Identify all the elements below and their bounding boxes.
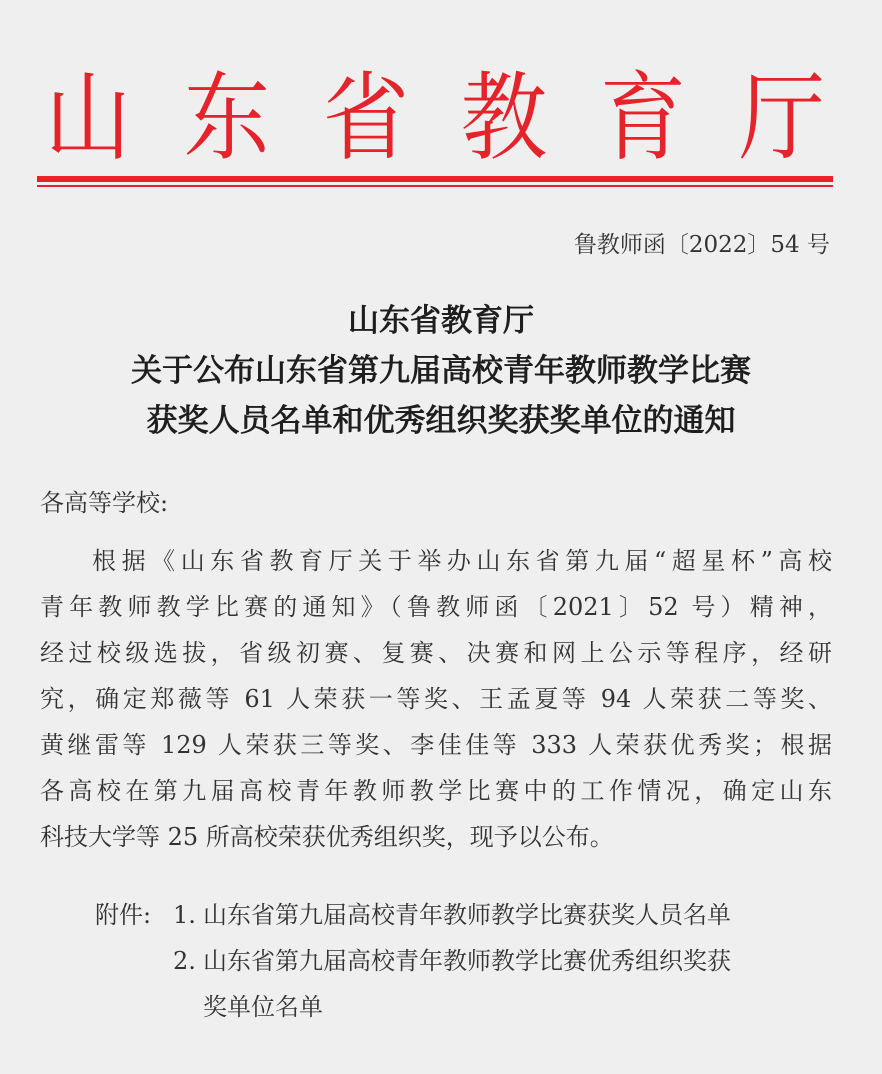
- paragraph-line: 青年教师教学比赛的通知》（鲁教师函〔2021〕52 号）精神，: [40, 593, 832, 621]
- document-number: 鲁教师函〔2022〕54 号: [573, 232, 830, 258]
- masthead-char: 省: [322, 62, 409, 174]
- masthead-divider-thin: [37, 185, 833, 187]
- attachment-title-continued: 奖单位名单: [203, 993, 323, 1021]
- masthead-char: 教: [461, 62, 548, 174]
- paragraph-line: 经过校级选拔，省级初赛、复赛、决赛和网上公示等程序，经研: [40, 639, 832, 667]
- paragraph-line: 根据《山东省教育厅关于举办山东省第九届“超星杯”高校: [92, 547, 832, 575]
- salutation: 各高等学校:: [40, 489, 169, 517]
- masthead-divider-thick: [37, 176, 833, 182]
- attachment-item: [95, 892, 835, 938]
- masthead-char: 育: [599, 62, 687, 174]
- attachment-number: 1.: [173, 901, 196, 929]
- paragraph-line: 究，确定郑薇等 61 人荣获一等奖、王孟夏等 94 人荣获二等奖、: [40, 685, 832, 713]
- attachment-number: 2.: [173, 947, 196, 975]
- title-line: 获奖人员名单和优秀组织奖获奖单位的通知: [146, 403, 736, 439]
- paragraph-line: 黄继雷等 129 人荣获三等奖、李佳佳等 333 人荣获优秀奖；根据: [40, 731, 832, 759]
- body-paragraph: [40, 538, 832, 860]
- masthead-char: 东: [183, 62, 270, 174]
- attachment-item: [95, 938, 835, 984]
- attachment-title: 山东省第九届高校青年教师教学比赛获奖人员名单: [203, 901, 731, 929]
- masthead-char: 厅: [738, 62, 826, 174]
- title-line: 关于公布山东省第九届高校青年教师教学比赛: [131, 353, 751, 389]
- masthead-char: 山: [44, 62, 132, 174]
- attachments-label: 附件:: [95, 901, 152, 929]
- attachments-section: [95, 892, 835, 1030]
- paragraph-line: 各高校在第九届高校青年教师教学比赛中的工作情况，确定山东: [40, 777, 832, 805]
- masthead-org-name: [40, 62, 830, 174]
- paragraph-line: 科技大学等 25 所高校荣获优秀组织奖，现予以公布。: [40, 823, 614, 851]
- attachment-title: 山东省第九届高校青年教师教学比赛优秀组织奖获: [203, 947, 731, 975]
- document-title: [30, 296, 852, 446]
- title-line: 山东省教育厅: [348, 303, 534, 339]
